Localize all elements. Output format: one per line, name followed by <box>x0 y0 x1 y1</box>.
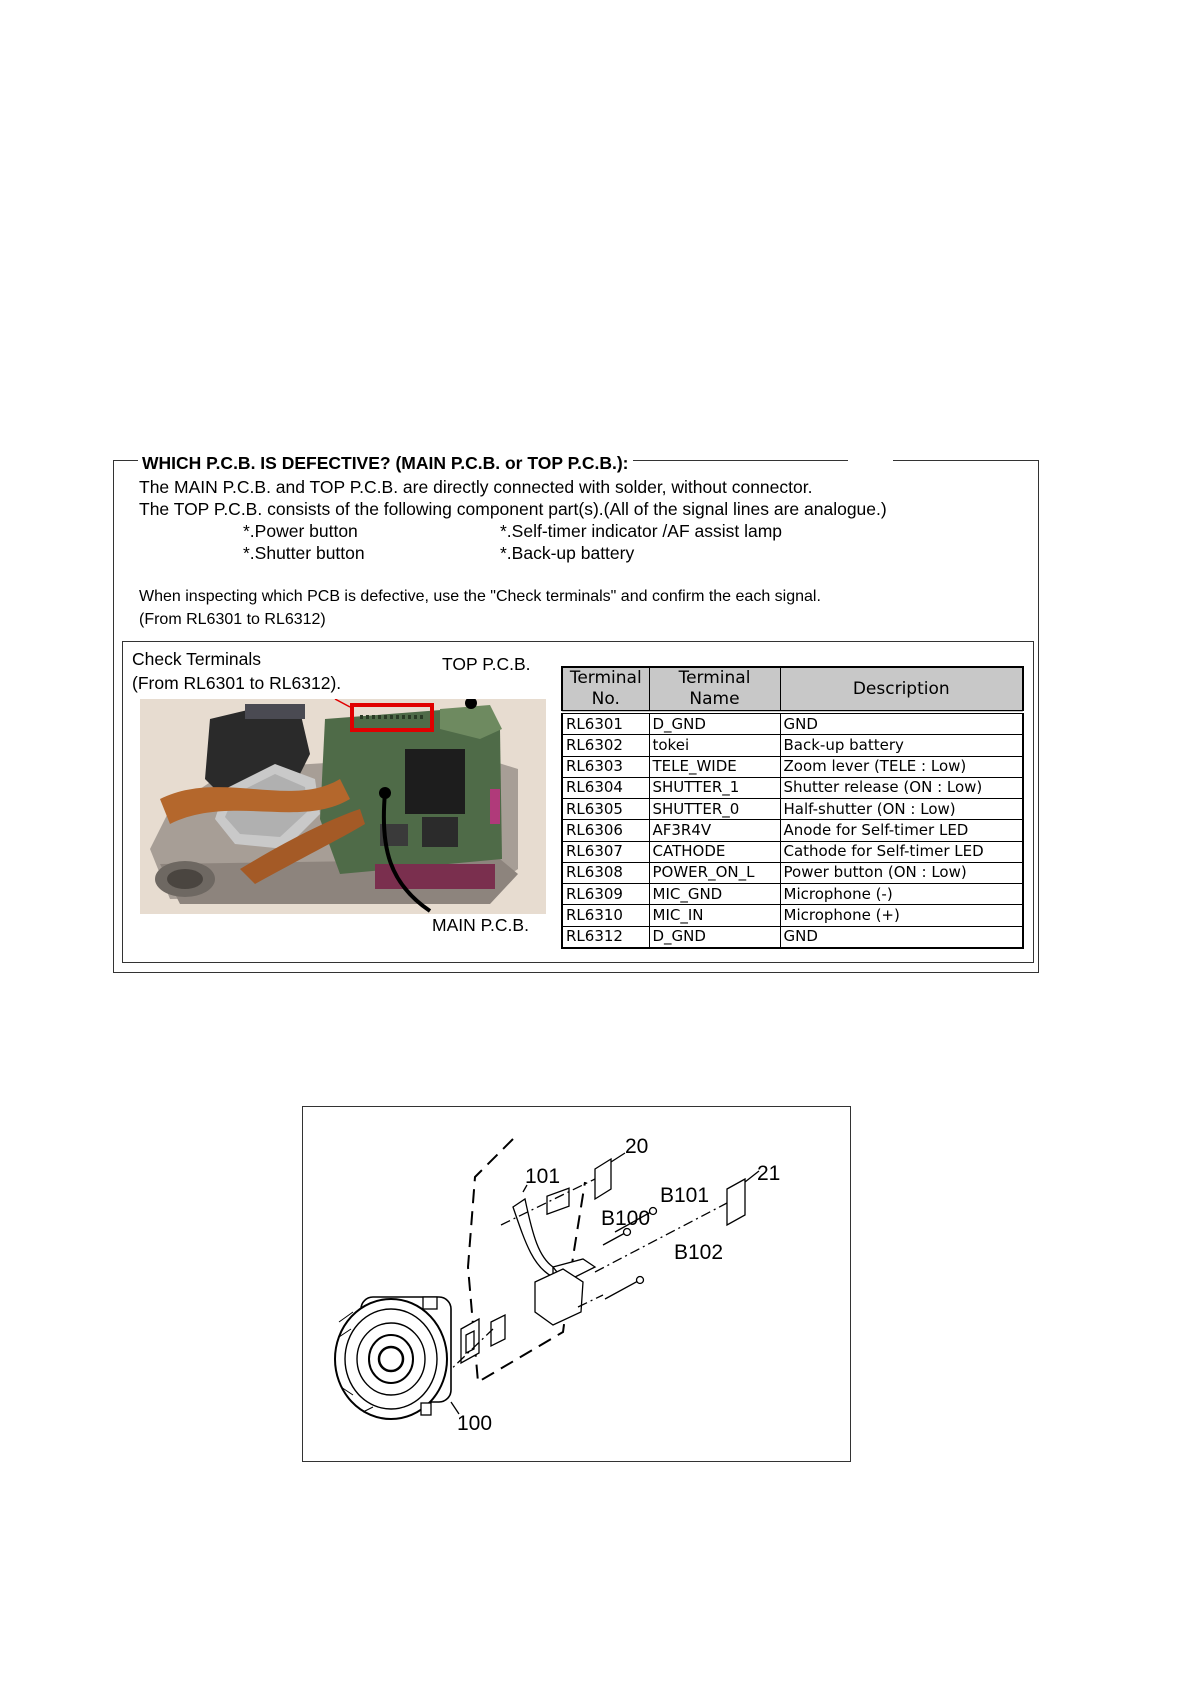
part-backup-battery: *.Back-up battery <box>500 543 635 563</box>
table-row <box>562 926 1023 948</box>
frame-gap <box>848 458 893 464</box>
inspect-line-2: (From RL6301 to RL6312) <box>139 611 326 628</box>
cell-no: RL6303 <box>562 756 649 777</box>
label-part-20: 20 <box>625 1135 649 1158</box>
terminals-table-body <box>562 712 1023 948</box>
cell-desc: Zoom lever (TELE : Low) <box>780 756 1023 777</box>
header-description: Description <box>780 667 1023 712</box>
cell-desc: Microphone (-) <box>780 884 1023 905</box>
table-row <box>562 712 1023 735</box>
header-name-line2: Name <box>689 689 740 709</box>
cell-name: TELE_WIDE <box>649 756 780 777</box>
intro-line-1: The MAIN P.C.B. and TOP P.C.B. are directly connected with solder, without connector. <box>139 477 813 497</box>
cell-name: AF3R4V <box>649 820 780 841</box>
label-b102: B102 <box>674 1241 724 1264</box>
intro-line-2: The TOP P.C.B. consists of the following component part(s).(All of the signal lines are analogue.) <box>139 499 887 519</box>
table-row <box>562 884 1023 905</box>
exploded-diagram <box>303 1107 850 1461</box>
cell-desc: Anode for Self-timer LED <box>780 820 1023 841</box>
cell-no: RL6310 <box>562 905 649 926</box>
header-terminal-no <box>562 667 649 712</box>
cell-name: SHUTTER_1 <box>649 777 780 798</box>
cell-desc: Microphone (+) <box>780 905 1023 926</box>
cell-name: MIC_IN <box>649 905 780 926</box>
label-b101: B101 <box>660 1184 710 1207</box>
section-title: WHICH P.C.B. IS DEFECTIVE? (MAIN P.C.B. or TOP P.C.B.): <box>138 452 633 474</box>
cell-desc: GND <box>780 926 1023 948</box>
label-part-101: 101 <box>525 1165 561 1188</box>
top-pcb-label: TOP P.C.B. <box>442 654 531 674</box>
cell-no: RL6309 <box>562 884 649 905</box>
cell-desc: Half-shutter (ON : Low) <box>780 799 1023 820</box>
cell-no: RL6301 <box>562 712 649 735</box>
pcb-photo <box>140 699 546 914</box>
table-row <box>562 841 1023 862</box>
label-b100: B100 <box>601 1207 651 1230</box>
cell-name: POWER_ON_L <box>649 862 780 883</box>
cell-no: RL6304 <box>562 777 649 798</box>
table-row <box>562 799 1023 820</box>
cell-desc: Shutter release (ON : Low) <box>780 777 1023 798</box>
photo-caption-2: (From RL6301 to RL6312). <box>132 673 342 693</box>
cell-no: RL6302 <box>562 735 649 756</box>
cell-no: RL6307 <box>562 841 649 862</box>
header-no-line1: Terminal <box>569 668 642 688</box>
cell-name: SHUTTER_0 <box>649 799 780 820</box>
label-part-100: 100 <box>457 1412 493 1435</box>
cell-no: RL6308 <box>562 862 649 883</box>
table-row <box>562 756 1023 777</box>
cell-desc: Power button (ON : Low) <box>780 862 1023 883</box>
cell-desc: GND <box>780 712 1023 735</box>
main-pcb-label: MAIN P.C.B. <box>432 915 529 935</box>
part-self-timer: *.Self-timer indicator /AF assist lamp <box>500 521 783 541</box>
header-terminal-name <box>649 667 780 712</box>
cell-name: tokei <box>649 735 780 756</box>
cell-no: RL6306 <box>562 820 649 841</box>
cell-name: D_GND <box>649 926 780 948</box>
cell-name: CATHODE <box>649 841 780 862</box>
label-part-21: 21 <box>757 1162 781 1185</box>
part-shutter-button: *.Shutter button <box>243 543 365 563</box>
header-no-line2: No. <box>591 689 620 709</box>
header-name-line1: Terminal <box>678 668 751 688</box>
table-row <box>562 905 1023 926</box>
inspect-line-1: When inspecting which PCB is defective, use the "Check terminals" and confirm the each signal. <box>139 588 821 605</box>
cell-no: RL6312 <box>562 926 649 948</box>
cell-desc: Cathode for Self-timer LED <box>780 841 1023 862</box>
table-row <box>562 820 1023 841</box>
cell-name: MIC_GND <box>649 884 780 905</box>
part-power-button: *.Power button <box>243 521 358 541</box>
cell-name: D_GND <box>649 712 780 735</box>
cell-no: RL6305 <box>562 799 649 820</box>
table-row <box>562 777 1023 798</box>
table-row <box>562 735 1023 756</box>
photo-caption-1: Check Terminals <box>132 649 262 669</box>
cell-desc: Back-up battery <box>780 735 1023 756</box>
table-row <box>562 862 1023 883</box>
terminals-table <box>561 666 1024 949</box>
